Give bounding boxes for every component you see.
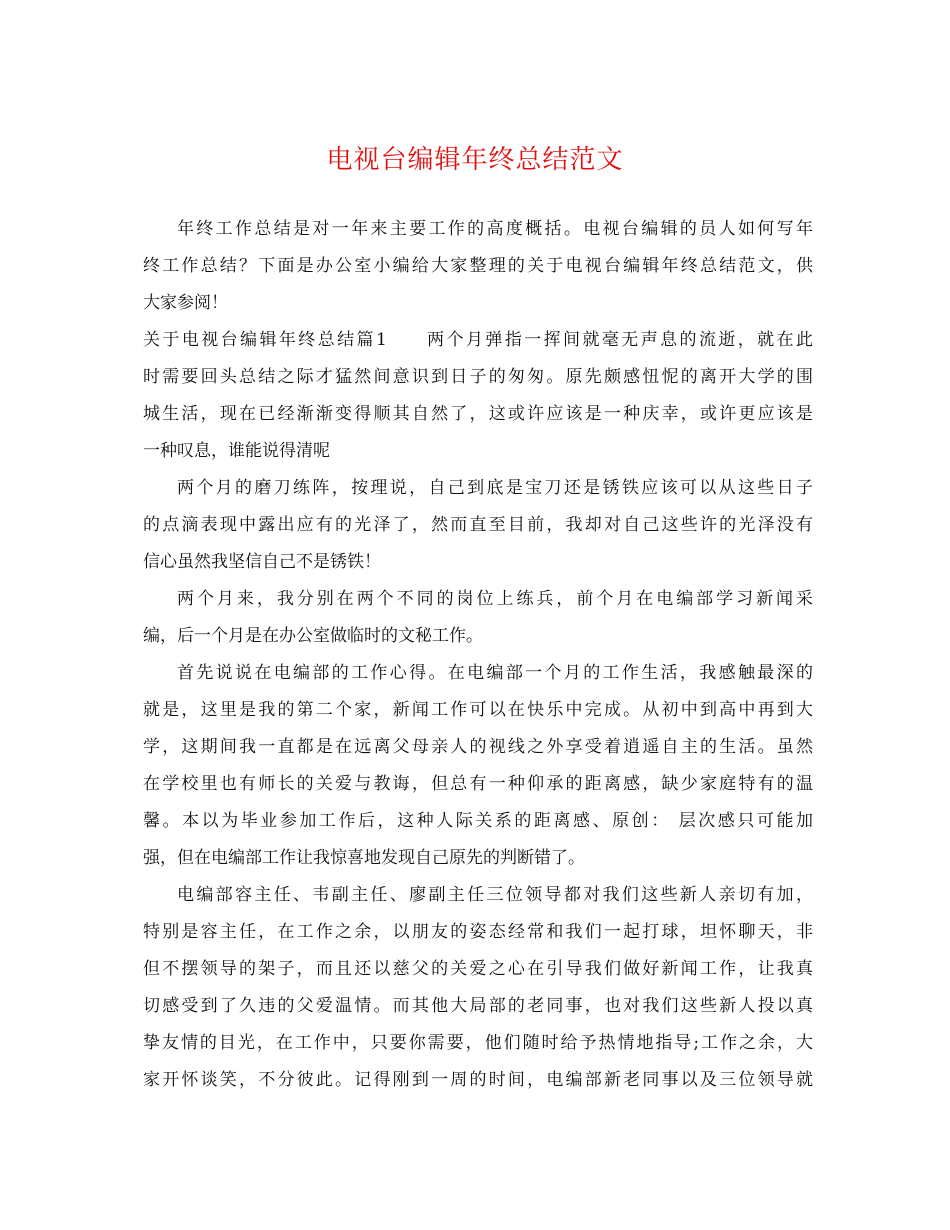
paragraph-line: 但不摆领导的架子，而且还以慈父的关爱之心在引导我们做好新闻工作，让我真 <box>143 959 813 979</box>
paragraph-text: 两个月弹指一挥间就毫无声息的流逝，就在此 <box>424 330 813 350</box>
paragraph-line: 终工作总结？下面是办公室小编给大家整理的关于电视台编辑年终总结范文，供 <box>143 256 813 276</box>
section-heading: 关于电视台编辑年终总结篇1 <box>143 330 387 350</box>
paragraph-line: 馨。本以为毕业参加工作后，这种人际关系的距离感、原创： 层次感只可能加 <box>143 811 813 831</box>
paragraph-line: 的点滴表现中露出应有的光泽了，然而直至目前，我却对自己这些许的光泽没有 <box>143 515 813 535</box>
paragraph-line: 就是，这里是我的第二个家，新闻工作可以在快乐中完成。从初中到高中再到大 <box>143 700 813 720</box>
section-heading-line <box>143 322 813 359</box>
paragraph-line: 强，但在电编部工作让我惊喜地发现自己原先的判断错了。 <box>143 848 585 868</box>
paragraph-line: 时需要回头总结之际才猛然间意识到日子的匆匆。原先颇感忸怩的离开大学的围 <box>143 367 813 387</box>
paragraph-line: 编，后一个月是在办公室做临时的文秘工作。 <box>143 626 483 646</box>
paragraph-line: 两个月的磨刀练阵，按理说，自己到底是宝刀还是锈铁应该可以从这些日子 <box>177 478 813 498</box>
paragraph-line: 城生活，现在已经渐渐变得顺其自然了，这或许应该是一种庆幸，或许更应该是 <box>143 404 813 424</box>
paragraph-line: 在学校里也有师长的关爱与教诲，但总有一种仰承的距离感，缺少家庭特有的温 <box>143 774 813 794</box>
paragraph-line: 切感受到了久违的父爱温情。而其他大局部的老同事，也对我们这些新人投以真 <box>143 996 813 1016</box>
paragraph-line: 信心虽然我坚信自己不是锈铁！ <box>143 552 381 572</box>
document-title: 电视台编辑年终总结范文 <box>326 145 624 175</box>
paragraph-line: 大家参阅！ <box>143 293 228 313</box>
paragraph-line: 挚友情的目光，在工作中，只要你需要，他们随时给予热情地指导;工作之余，大 <box>143 1033 813 1053</box>
paragraph-line: 学，这期间我一直都是在远离父母亲人的视线之外享受着逍遥自主的生活。虽然 <box>143 737 813 757</box>
paragraph-line: 一种叹息，谁能说得清呢 <box>143 441 330 461</box>
document-body <box>143 211 813 1099</box>
paragraph-line: 电编部容主任、韦副主任、廖副主任三位领导都对我们这些新人亲切有加， <box>177 885 813 905</box>
paragraph-line: 年终工作总结是对一年来主要工作的高度概括。电视台编辑的员人如何写年 <box>177 219 813 239</box>
paragraph-line: 首先说说在电编部的工作心得。在电编部一个月的工作生活，我感触最深的 <box>177 663 813 683</box>
paragraph-line: 特别是容主任，在工作之余，以朋友的姿态经常和我们一起打球，坦怀聊天，非 <box>143 922 813 942</box>
paragraph-line: 两个月来，我分别在两个不同的岗位上练兵，前个月在电编部学习新闻采 <box>177 589 813 609</box>
paragraph-line: 家开怀谈笑，不分彼此。记得刚到一周的时间，电编部新老同事以及三位领导就 <box>143 1070 813 1090</box>
